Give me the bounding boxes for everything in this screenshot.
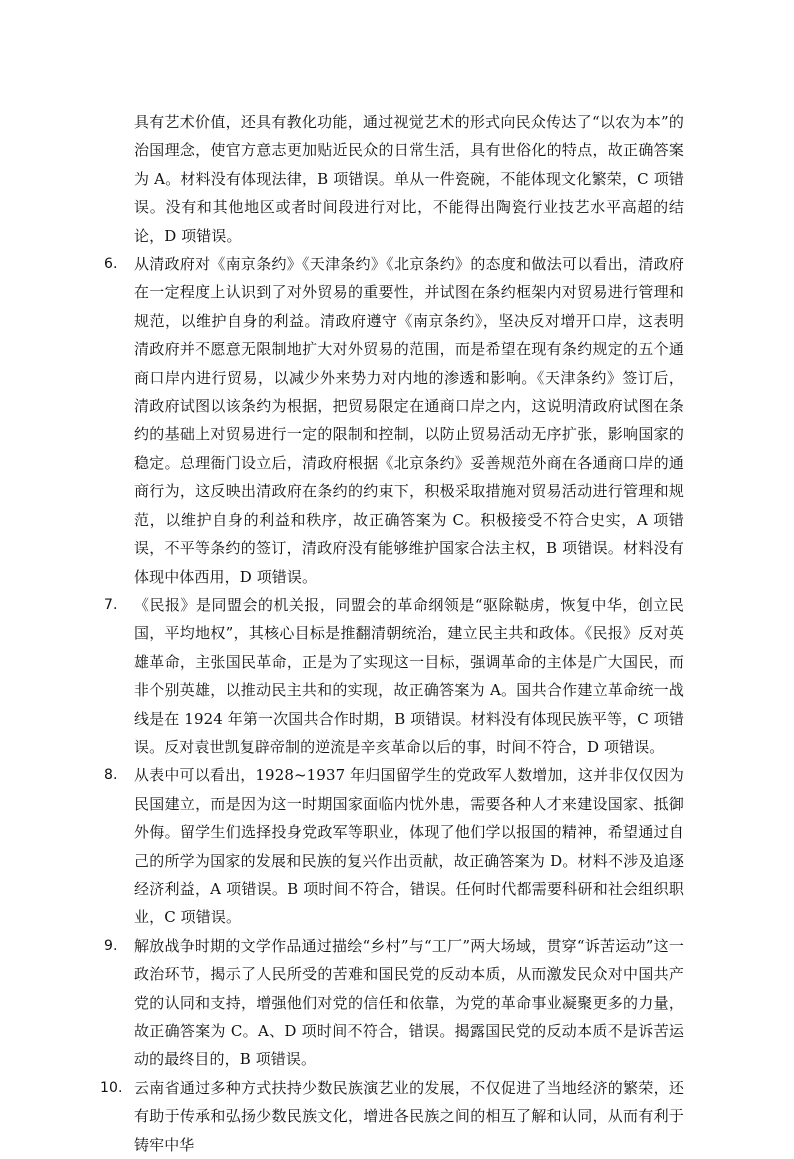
answer-explanations bbox=[100, 108, 684, 1159]
paragraph-text: 解放战争时期的文学作品通过描绘“乡村”与“工厂”两大场域，贯穿“诉苦运动”这一政治环节，揭示了人民所受的苦难和国民党的反动本质，从而激发民众对中国共产党的认同和支持，增强他们对党的信任和依靠，为党的革命事业凝聚更多的力量，故正确答案为 C。A、D 项时间不符合，错误。揭露国民党的反动本质不是诉苦运动的最终目的，B 项错误。 bbox=[134, 936, 684, 1069]
item-number: 8. bbox=[104, 767, 118, 784]
paragraph-item-9 bbox=[104, 932, 684, 1074]
paragraph-text: 从表中可以看出，1928~1937 年归国留学生的党政军人数增加，这并非仅仅因为民国建立，而是因为这一时期国家面临内忧外患，需要各种人才来建设国家、抵御外侮。留学生们选择投身党政军等职业，体现了他们学以报国的精神，希望通过自己的所学为国家的发展和民族的复兴作出贡献，故正确答案为 D。材料不涉及追逐经济利益，A 项错误。B 项时间不符合，错误。任何时代都需要科研和社会组织职业，C 项错误。 bbox=[134, 766, 684, 927]
paragraph-item-8 bbox=[104, 761, 684, 931]
paragraph-item-6 bbox=[104, 250, 684, 591]
paragraph-text: 《民报》是同盟会的机关报，同盟会的革命纲领是“驱除鞑虏，恢复中华，创立民国，平均地权”，其核心目标是推翻清朝统治，建立民主共和政体。《民报》反对英雄革命，主张国民革命，正是为了实现这一目标，强调革命的主体是广大国民，而非个别英雄，以推动民主共和的实现，故正确答案为 A。国共合作建立革命统一战线是在 1924 年第一次国共合作时期，B 项错误。材料没有体现民族平等，C 项错误。反对袁世凯复辟帝制的逆流是辛亥革命以后的事，时间不符合，D 项错误。 bbox=[134, 595, 684, 756]
paragraph-continuation bbox=[104, 108, 684, 250]
item-number: 6. bbox=[104, 256, 118, 273]
item-number: 10. bbox=[100, 1079, 123, 1096]
paragraph-text: 具有艺术价值，还具有教化功能，通过视觉艺术的形式向民众传达了“以农为本”的治国理念，使官方意志更加贴近民众的日常生活，具有世俗化的特点，故正确答案为 A。材料没有体现法律，B 项错误。单从一件瓷碗，不能体现文化繁荣，C 项错误。没有和其他地区或者时间段进行对比，不能得出陶瓷行业技艺水平高超的结论，D 项错误。 bbox=[134, 113, 684, 245]
paragraph-text: 从清政府对《南京条约》《天津条约》《北京条约》的态度和做法可以看出，清政府在一定程度上认识到了对外贸易的重要性，并试图在条约框架内对贸易进行管理和规范，以维护自身的利益。清政府遵守《南京条约》，坚决反对增开口岸，这表明清政府并不愿意无限制地扩大对外贸易的范围，而是希望在现有条约规定的五个通商口岸内进行贸易，以减少外来势力对内地的渗透和影响。《天津条约》签订后，清政府试图以该条约为根据，把贸易限定在通商口岸之内，这说明清政府试图在条约的基础上对贸易进行一定的限制和控制，以防止贸易活动无序扩张，影响国家的稳定。总理衙门设立后，清政府根据《北京条约》妥善规范外商在各通商口岸的通商行为，这反映出清政府在条约的约束下，积极采取措施对贸易活动进行管理和规范，以维护自身的利益和秩序，故正确答案为 C。积极接受不符合史实，A 项错误，不平等条约的签订，清政府没有能够维护国家合法主权，B 项错误。材料没有体现中体西用，D 项错误。 bbox=[134, 255, 684, 586]
paragraph-item-7 bbox=[104, 591, 684, 761]
paragraph-text: 云南省通过多种方式扶持少数民族演艺业的发展，不仅促进了当地经济的繁荣，还有助于传承和弘扬少数民族文化，增进各民族之间的相互了解和认同，从而有利于铸牢中华 bbox=[134, 1078, 684, 1154]
item-number: 7. bbox=[104, 596, 118, 613]
paragraph-item-10 bbox=[100, 1074, 684, 1159]
item-number: 9. bbox=[104, 937, 118, 954]
